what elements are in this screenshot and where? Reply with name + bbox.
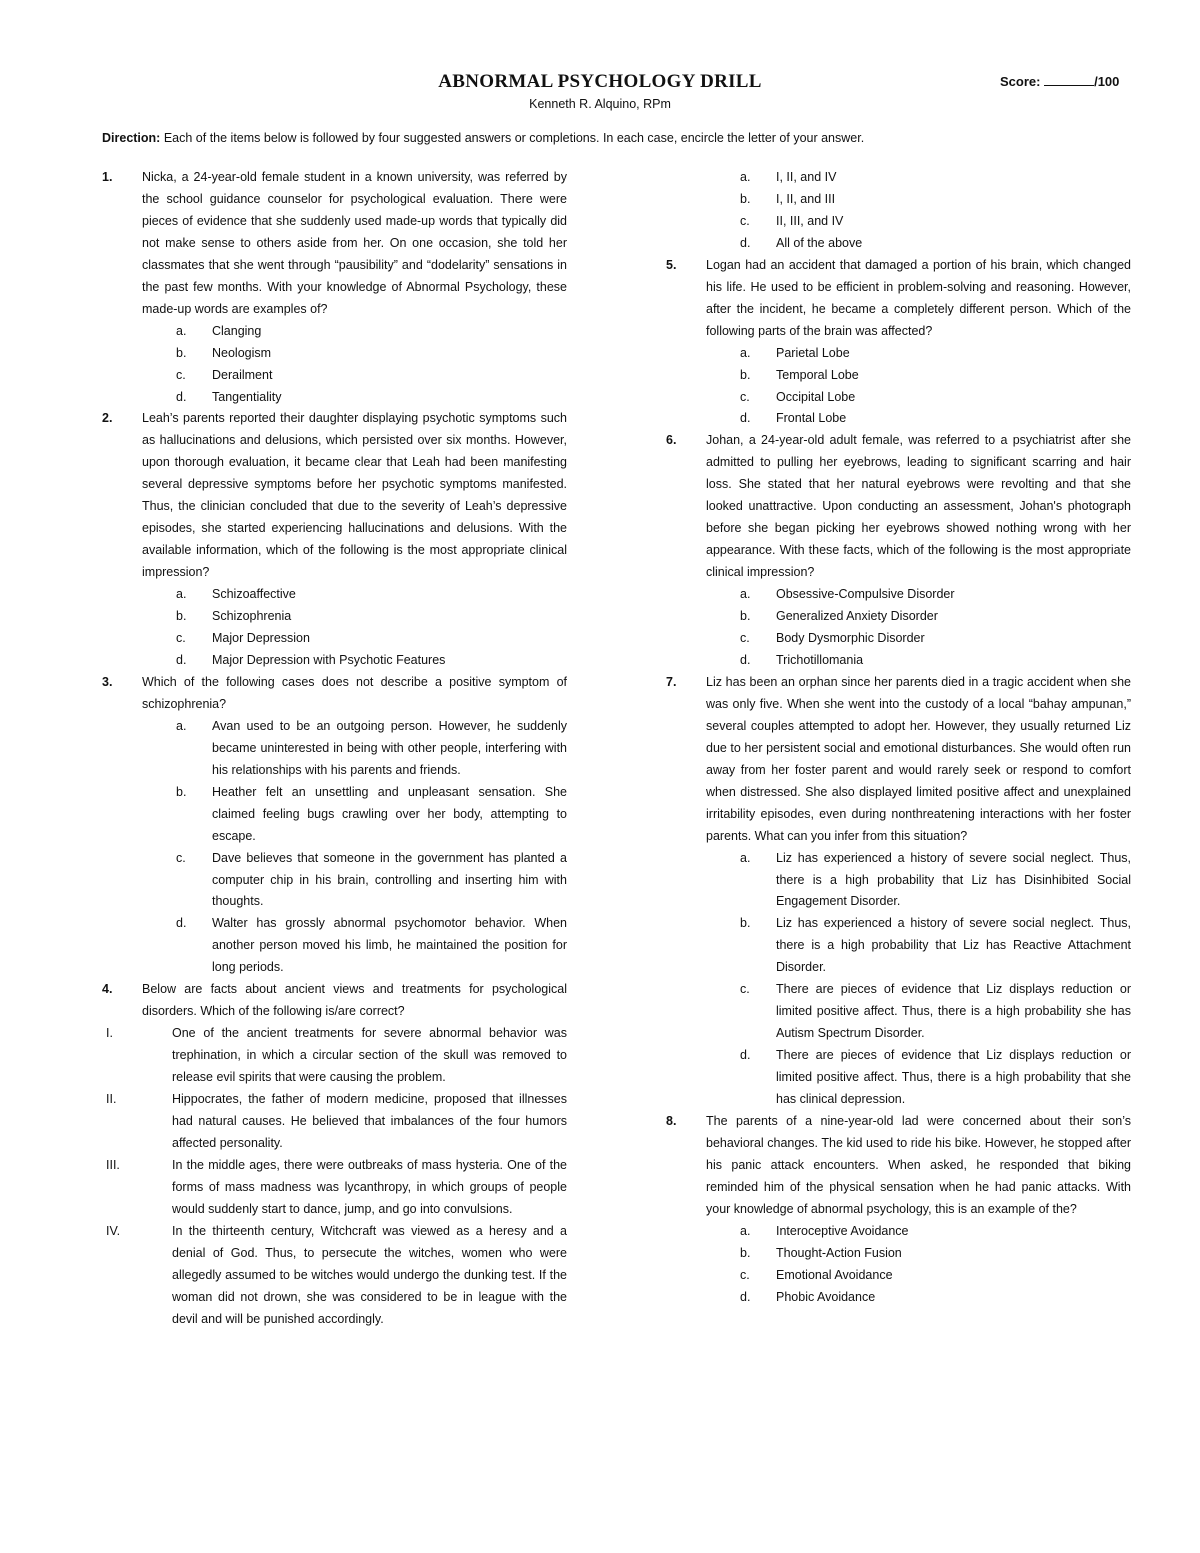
option-item[interactable]: [706, 1221, 1131, 1243]
option-letter[interactable]: a.: [740, 587, 751, 602]
option-list: [706, 167, 1131, 255]
option-letter[interactable]: a.: [740, 1223, 751, 1238]
question-text: Nicka, a 24-year-old female student in a known university, was referred by the school guidance counselor for psychological evaluation. There were pieces of evidence that she suddenly used made-up words that typically did not make sense to others aside from her. On one occasion, she told her classmates that she went through “pausibility” and “dodelarity” sensations in the past few months. With your knowledge of Abnormal Psychology, these made-up words are examples of?: [142, 170, 567, 316]
question-7: [666, 672, 1131, 1111]
option-text: Avan used to be an outgoing person. However, he suddenly became uninterested in being with other people, interfering with his relationships with his parents and friends.: [212, 718, 567, 777]
option-item[interactable]: [706, 606, 1131, 628]
direction-text: Each of the items below is followed by four suggested answers or completions. In each case, encircle the letter of your answer.: [163, 131, 865, 145]
statement-text: One of the ancient treatments for severe abnormal behavior was trephination, in which a circular section of the skull was removed to release evil spirits that were causing the problem.: [172, 1026, 567, 1085]
left-column: [102, 167, 567, 1331]
question-4-options: [666, 167, 1131, 255]
option-text: Liz has experienced a history of severe social neglect. Thus, there is a high probability that Liz has Disinhibited Social Engagement Disorder.: [776, 850, 1131, 909]
statement-item: [102, 1221, 567, 1331]
direction-paragraph: [102, 130, 1102, 146]
option-letter[interactable]: a.: [740, 345, 751, 360]
option-text: Occipital Lobe: [776, 389, 856, 404]
option-item[interactable]: [706, 584, 1131, 606]
statement-item: [102, 1089, 567, 1155]
option-text: Heather felt an unsettling and unpleasant sensation. She claimed feeling bugs crawling over her body, attempting to escape.: [212, 784, 567, 843]
option-item[interactable]: [706, 167, 1131, 189]
statement-numeral: II.: [106, 1092, 117, 1107]
option-item[interactable]: [142, 365, 567, 387]
question-number: 7.: [666, 674, 677, 689]
option-letter[interactable]: c.: [176, 367, 186, 382]
option-text: Interoceptive Avoidance: [776, 1223, 909, 1238]
option-item[interactable]: [142, 387, 567, 409]
option-text: Dave believes that someone in the government has planted a computer chip in his brain, controlling and inserting him with thoughts.: [212, 850, 567, 909]
option-letter[interactable]: a.: [176, 323, 187, 338]
option-text: Phobic Avoidance: [776, 1289, 876, 1304]
option-letter[interactable]: a.: [740, 850, 751, 865]
option-letter[interactable]: c.: [740, 1267, 750, 1282]
question-text: Leah’s parents reported their daughter displaying psychotic symptoms such as hallucinations and delusions, which persisted over six months. However, upon thorough evaluation, it became clear that Leah had been manifesting several depressive symptoms before her psychotic symptoms manifested. Thus, the clinician concluded that due to the severity of Leah’s depressive episodes, she started experiencing hallucinations and delusions. With the available information, which of the following is the most appropriate clinical impression?: [142, 411, 567, 580]
option-text: There are pieces of evidence that Liz displays reduction or limited positive affect. Thus, there is a high probability that she has clinical depression.: [776, 1048, 1131, 1107]
option-item[interactable]: [706, 408, 1131, 430]
option-text: Obsessive-Compulsive Disorder: [776, 587, 955, 602]
statement-item: [102, 1155, 567, 1221]
option-letter[interactable]: a.: [740, 170, 751, 184]
option-text: Derailment: [212, 367, 273, 382]
question-4: [102, 979, 567, 1330]
option-item[interactable]: [706, 189, 1131, 211]
option-item[interactable]: [706, 650, 1131, 672]
option-letter[interactable]: c.: [740, 982, 750, 997]
question-number: 3.: [102, 674, 113, 689]
option-text: I, II, and IV: [776, 170, 837, 184]
option-letter[interactable]: d.: [740, 652, 751, 667]
question-number: 4.: [102, 982, 113, 997]
option-letter[interactable]: d.: [740, 411, 751, 426]
question-number: 5.: [666, 257, 677, 272]
option-letter[interactable]: b.: [740, 1245, 751, 1260]
question-1: [102, 167, 567, 408]
option-list: [142, 716, 567, 979]
statement-text: In the thirteenth century, Witchcraft was viewed as a heresy and a denial of God. Thus, to persecute the witches, women who were allegedly assumed to be witches would undergo the dunking test. If the woman did not drown, she was considered to be in league with the devil and will be punished accordingly.: [172, 1223, 567, 1326]
option-letter[interactable]: d.: [740, 1048, 751, 1063]
statement-item: [102, 1023, 567, 1089]
question-5: [666, 255, 1131, 431]
option-letter[interactable]: b.: [740, 609, 751, 624]
option-text: Major Depression: [212, 631, 310, 646]
option-letter[interactable]: b.: [176, 345, 187, 360]
option-item[interactable]: [706, 365, 1131, 387]
option-letter[interactable]: a.: [176, 718, 187, 733]
option-item[interactable]: [142, 913, 567, 979]
question-text: Johan, a 24-year-old adult female, was referred to a psychiatrist after she admitted to pulling her eyebrows, leading to significant scarring and hair loss. She stated that her natural eyebrows were revolting and that she looked unattractive. Upon conducting an assessment, Johan's photograph before she began picking her eyebrows showed nothing wrong with her appearance. With these facts, which of the following is the most appropriate clinical impression?: [706, 433, 1131, 580]
option-text: Liz has experienced a history of severe social neglect. Thus, there is a high probability that Liz has Reactive Attachment Disorder.: [776, 916, 1131, 975]
question-text: Below are facts about ancient views and treatments for psychological disorders. Which of the following is/are correct?: [142, 982, 567, 1019]
option-text: Temporal Lobe: [776, 367, 859, 382]
option-list: [706, 343, 1131, 431]
direction-label: Direction:: [102, 131, 161, 145]
option-item[interactable]: [706, 233, 1131, 255]
option-item[interactable]: [142, 716, 567, 782]
option-text: Schizophrenia: [212, 609, 292, 624]
option-text: Parietal Lobe: [776, 345, 850, 360]
option-letter[interactable]: b.: [740, 367, 751, 382]
option-item[interactable]: [706, 913, 1131, 979]
option-letter[interactable]: d.: [176, 916, 187, 931]
option-letter[interactable]: a.: [176, 587, 187, 602]
option-text: Clanging: [212, 323, 262, 338]
option-letter[interactable]: d.: [740, 235, 751, 250]
option-letter[interactable]: c.: [176, 631, 186, 646]
question-number: 8.: [666, 1113, 677, 1128]
option-letter[interactable]: c.: [740, 389, 750, 404]
option-item[interactable]: [706, 628, 1131, 650]
option-item[interactable]: [142, 782, 567, 848]
option-item[interactable]: [706, 1243, 1131, 1265]
option-letter[interactable]: c.: [176, 850, 186, 865]
option-text: Major Depression with Psychotic Features: [212, 652, 446, 667]
option-text: Emotional Avoidance: [776, 1267, 893, 1282]
question-text: Logan had an accident that damaged a portion of his brain, which changed his life. He used to be efficient in problem-solving and reasoning. However, after the incident, he became a completely different person. Which of the following parts of the brain was affected?: [706, 257, 1131, 338]
option-text: Trichotillomania: [776, 652, 864, 667]
question-number: 1.: [102, 170, 113, 184]
option-text: There are pieces of evidence that Liz displays reduction or limited positive affect. Thus, there is a high probability she has Autism Spectrum Disorder.: [776, 982, 1131, 1041]
option-letter[interactable]: c.: [740, 213, 750, 228]
option-item[interactable]: [142, 584, 567, 606]
option-item[interactable]: [706, 1045, 1131, 1111]
option-item[interactable]: [706, 1287, 1131, 1309]
score-label: Score:: [1000, 74, 1041, 89]
option-item[interactable]: [142, 848, 567, 914]
statement-numeral: IV.: [106, 1223, 121, 1238]
option-letter[interactable]: b.: [176, 609, 187, 624]
option-list: [142, 321, 567, 409]
score-total: /100: [1094, 74, 1120, 89]
score-field: [1000, 73, 1119, 89]
question-6: [666, 430, 1131, 671]
option-list: [706, 584, 1131, 672]
option-letter[interactable]: d.: [740, 1289, 751, 1304]
statement-text: Hippocrates, the father of modern medicine, proposed that illnesses had natural causes. He believed that imbalances of the four humors affected personality.: [172, 1092, 567, 1150]
option-text: Generalized Anxiety Disorder: [776, 609, 938, 624]
option-item[interactable]: [142, 343, 567, 365]
option-item[interactable]: [706, 848, 1131, 914]
option-text: Walter has grossly abnormal psychomotor behavior. When another person moved his limb, he maintained the position for long periods.: [212, 916, 567, 975]
option-letter[interactable]: b.: [740, 916, 751, 931]
option-text: Frontal Lobe: [776, 411, 847, 426]
option-list: [142, 584, 567, 672]
option-item[interactable]: [706, 387, 1131, 409]
option-letter[interactable]: b.: [740, 191, 751, 206]
option-text: Schizoaffective: [212, 587, 296, 602]
option-letter[interactable]: c.: [740, 631, 750, 646]
option-list: [706, 1221, 1131, 1309]
option-item[interactable]: [706, 1265, 1131, 1287]
option-item[interactable]: [142, 606, 567, 628]
option-letter[interactable]: d.: [176, 389, 187, 404]
option-item[interactable]: [706, 211, 1131, 233]
option-text: All of the above: [776, 235, 863, 250]
option-text: II, III, and IV: [776, 213, 844, 228]
option-item[interactable]: [706, 343, 1131, 365]
statement-numeral: III.: [106, 1157, 120, 1172]
option-text: Tangentiality: [212, 389, 282, 404]
option-letter[interactable]: d.: [176, 652, 187, 667]
question-3: [102, 672, 567, 979]
question-text: Which of the following cases does not describe a positive symptom of schizophrenia?: [142, 674, 567, 711]
option-item[interactable]: [706, 979, 1131, 1045]
page-title: ABNORMAL PSYCHOLOGY DRILL: [438, 71, 762, 92]
author-line: Kenneth R. Alquino, RPm: [529, 97, 671, 111]
option-letter[interactable]: b.: [176, 784, 187, 799]
question-8: [666, 1111, 1131, 1309]
option-item[interactable]: [142, 650, 567, 672]
option-list: [706, 848, 1131, 1111]
option-text: Body Dysmorphic Disorder: [776, 631, 925, 646]
option-item[interactable]: [142, 321, 567, 343]
score-blank[interactable]: [1044, 73, 1094, 86]
option-text: I, II, and III: [776, 191, 836, 206]
question-text: Liz has been an orphan since her parents died in a tragic accident when she was only five. When she went into the custody of a local “bahay ampunan,” several couples attempted to adopt her. However, they usually returned Liz due to her persistent social and emotional disturbances. She would often run away from her foster parent and would rarely seek or respond to comfort when distressed. She also displayed limited positive affect and unexplained irritability episodes, even during nonthreatening interactions with her foster parents. What can you infer from this situation?: [706, 674, 1131, 843]
statement-text: In the middle ages, there were outbreaks of mass hysteria. One of the forms of mass madness was lycanthropy, in which groups of people would suddenly start to dance, jump, and go into convulsions.: [172, 1157, 567, 1216]
right-column: [666, 167, 1131, 1309]
option-text: Thought-Action Fusion: [776, 1245, 902, 1260]
question-2: [102, 408, 567, 671]
option-text: Neologism: [212, 345, 272, 360]
question-number: 2.: [102, 411, 113, 426]
question-number: 6.: [666, 433, 677, 448]
option-item[interactable]: [142, 628, 567, 650]
statement-numeral: I.: [106, 1026, 113, 1041]
question-text: The parents of a nine-year-old lad were concerned about their son’s behavioral changes. The kid used to ride his bike. However, he stopped after his panic attack encounters. When asked, he responded that biking reminded him of the physical sensation when he had panic attacks. With your knowledge of abnormal psychology, this is an example of the?: [706, 1113, 1131, 1216]
